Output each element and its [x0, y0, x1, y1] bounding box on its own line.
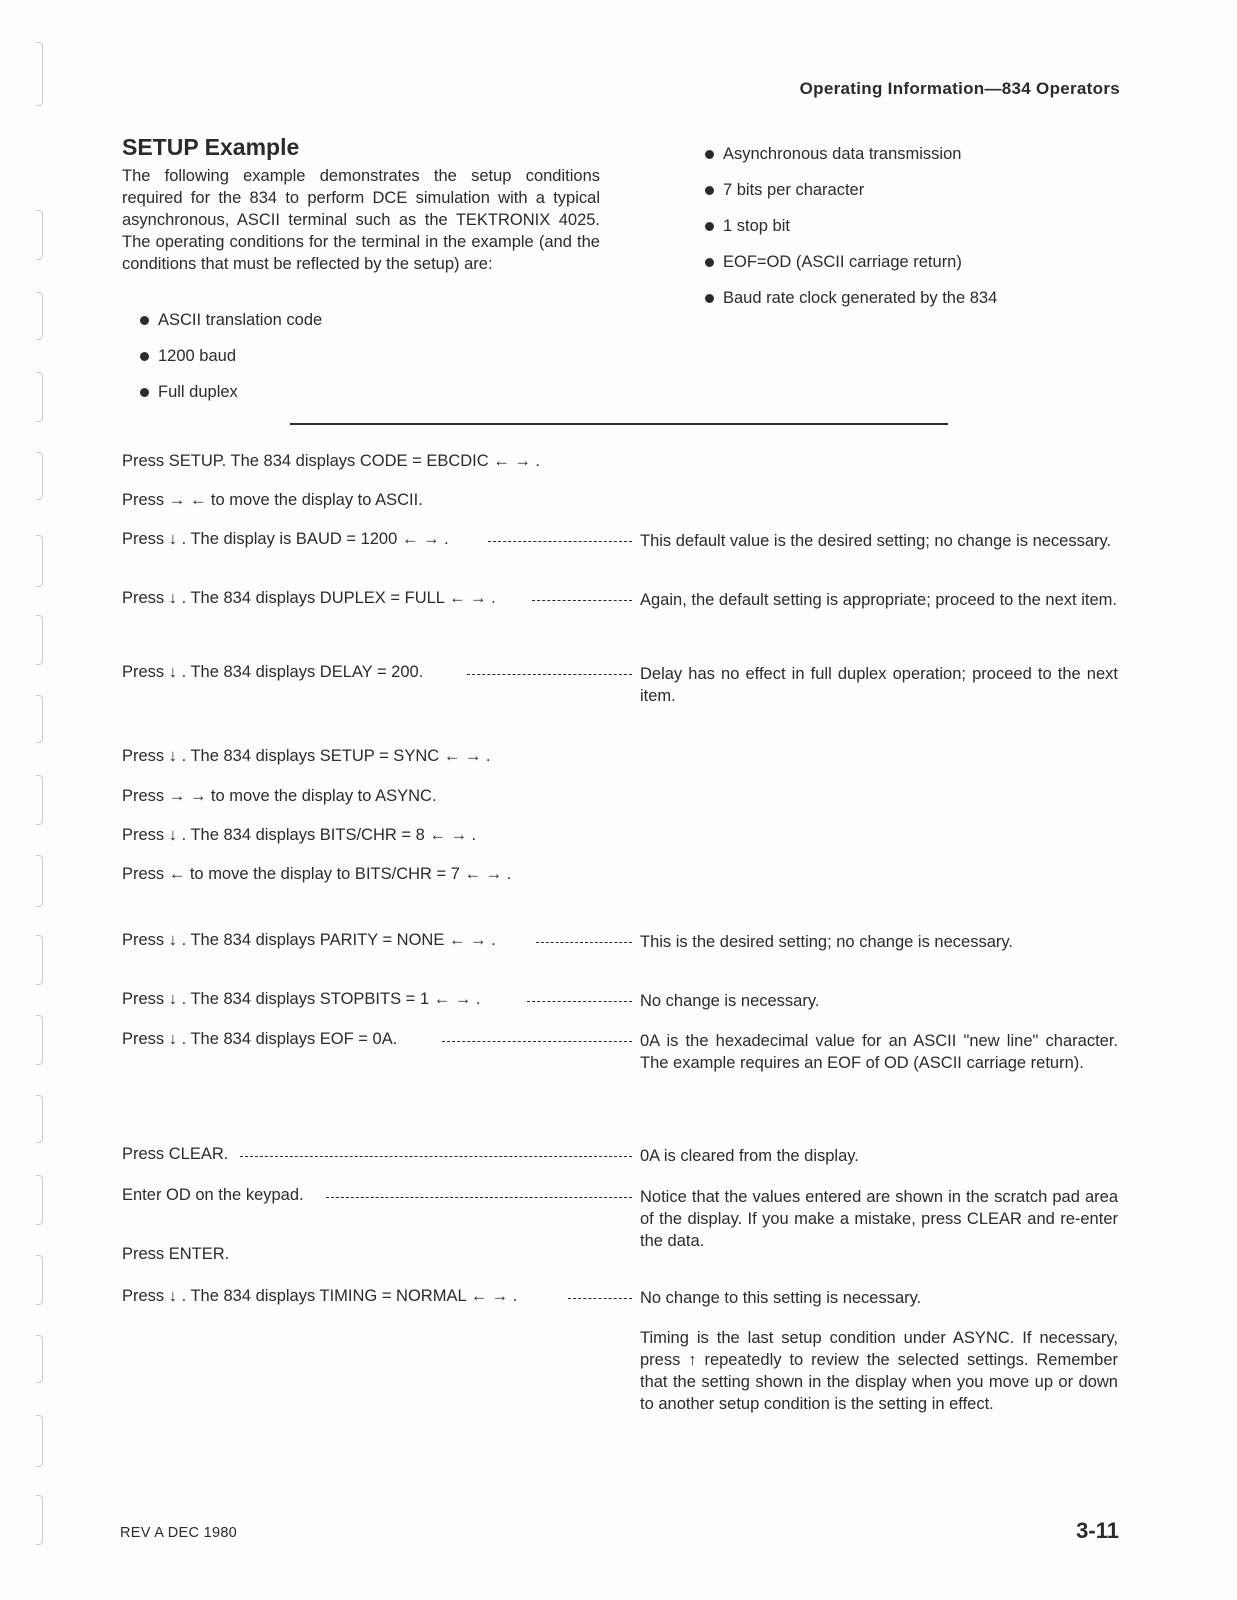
list-item-text: 1200 baud: [158, 347, 236, 365]
step-action: Press ↓ . The 834 displays EOF = 0A.: [122, 1030, 398, 1048]
list-item-text: Asynchronous data transmission: [723, 145, 962, 163]
list-item-text: ASCII translation code: [158, 311, 323, 329]
binder-ring: [36, 1175, 43, 1225]
list-item: [140, 346, 322, 382]
leader-line: [527, 1001, 632, 1002]
leader-line: [568, 1298, 632, 1299]
bullet-icon: [705, 186, 714, 195]
conditions-list-right: [705, 144, 997, 324]
list-item-text: 7 bits per character: [723, 181, 865, 199]
bullet-icon: [705, 294, 714, 303]
list-item: [140, 310, 322, 346]
bullet-icon: [140, 316, 149, 325]
step-action: Press SETUP. The 834 displays CODE = EBCDIC ← → .: [122, 452, 540, 470]
binder-ring: [36, 775, 43, 825]
binder-ring: [36, 855, 43, 907]
list-item: [140, 382, 322, 418]
leader-line: [467, 674, 632, 675]
step-note: Timing is the last setup condition under ASYNC. If necessary, press ↑ repeatedly to review the selected settings. Remember that the setting shown in the display when you move up or down to another setup condition is the setting in effect.: [640, 1329, 1118, 1413]
list-item-text: Baud rate clock generated by the 834: [723, 289, 998, 307]
list-item-text: Full duplex: [158, 383, 238, 401]
list-item: [705, 252, 997, 288]
leader-line: [532, 600, 632, 601]
step-action: Press ↓ . The display is BAUD = 1200 ← → .: [122, 530, 449, 548]
step-note: This is the desired setting; no change is necessary.: [640, 933, 1013, 951]
binder-ring: [36, 1255, 43, 1305]
step-note: Notice that the values entered are shown in the scratch pad area of the display. If you make a mistake, press CLEAR and re-enter the data.: [640, 1188, 1118, 1250]
step-note: No change is necessary.: [640, 992, 820, 1010]
binder-ring: [36, 1415, 43, 1467]
leader-line: [326, 1197, 632, 1198]
step-action: Press ↓ . The 834 displays BITS/CHR = 8 ← → .: [122, 826, 477, 844]
binder-ring: [36, 292, 43, 340]
list-item: [705, 216, 997, 252]
binder-ring: [36, 452, 43, 500]
revision-label: REV A DEC 1980: [120, 1525, 238, 1541]
intro-paragraph: The following example demonstrates the setup conditions required for the 834 to perform DCE simulation with a typical asynchronous, ASCII terminal such as the TEKTRONIX 4025. The operating conditions for the terminal in the example (and the conditions that must be reflected by the setup) are:: [122, 167, 600, 273]
binder-ring: [36, 1095, 43, 1143]
step-note: 0A is cleared from the display.: [640, 1147, 859, 1165]
step-note: No change to this setting is necessary.: [640, 1289, 922, 1307]
binder-ring: [36, 615, 43, 665]
step-action: Press → ← to move the display to ASCII.: [122, 491, 423, 509]
list-item: [705, 180, 997, 216]
binder-ring: [36, 1015, 43, 1065]
binder-ring: [36, 935, 43, 985]
step-action: Press CLEAR.: [122, 1145, 229, 1163]
bullet-icon: [705, 258, 714, 267]
page-number: 3-11: [1076, 1518, 1119, 1543]
step-action: Press ↓ . The 834 displays DUPLEX = FULL ← → .: [122, 589, 496, 607]
step-note: 0A is the hexadecimal value for an ASCII "new line" character. The example requires an EOF of OD (ASCII carriage return).: [640, 1032, 1118, 1072]
step-action: Press ↓ . The 834 displays PARITY = NONE ← → .: [122, 931, 496, 949]
section-divider: [290, 423, 948, 425]
binder-ring: [36, 1495, 43, 1545]
binder-ring: [36, 372, 43, 422]
leader-line: [240, 1156, 632, 1157]
step-action: Press ENTER.: [122, 1245, 230, 1263]
list-item-text: 1 stop bit: [723, 217, 790, 235]
step-note: Delay has no effect in full duplex operation; proceed to the next item.: [640, 665, 1118, 705]
leader-line: [536, 942, 632, 943]
step-action: Enter OD on the keypad.: [122, 1186, 304, 1204]
binder-ring: [36, 42, 43, 106]
list-item-text: EOF=OD (ASCII carriage return): [723, 253, 962, 271]
step-action: Press ↓ . The 834 displays SETUP = SYNC ← → .: [122, 747, 491, 765]
step-action: Press ↓ . The 834 displays TIMING = NORMAL ← → .: [122, 1287, 518, 1305]
step-note: This default value is the desired setting; no change is necessary.: [640, 532, 1112, 550]
binder-ring: [36, 535, 43, 587]
bullet-icon: [140, 388, 149, 397]
step-action: Press → → to move the display to ASYNC.: [122, 787, 437, 805]
leader-line: [442, 1041, 632, 1042]
list-item: [705, 288, 997, 324]
conditions-list-left: [140, 310, 322, 418]
step-note: Again, the default setting is appropriate; proceed to the next item.: [640, 591, 1117, 609]
step-action: Press ← to move the display to BITS/CHR = 7 ← → .: [122, 865, 512, 883]
section-title: SETUP Example: [122, 134, 300, 160]
binder-ring: [36, 695, 43, 743]
binder-ring: [36, 210, 43, 260]
bullet-icon: [140, 352, 149, 361]
bullet-icon: [705, 150, 714, 159]
binder-ring: [36, 1335, 43, 1383]
step-action: Press ↓ . The 834 displays STOPBITS = 1 ← → .: [122, 990, 481, 1008]
leader-line: [488, 541, 632, 542]
list-item: [705, 144, 997, 180]
step-action: Press ↓ . The 834 displays DELAY = 200.: [122, 663, 424, 681]
bullet-icon: [705, 222, 714, 231]
page-header: Operating Information—834 Operators: [799, 79, 1120, 98]
